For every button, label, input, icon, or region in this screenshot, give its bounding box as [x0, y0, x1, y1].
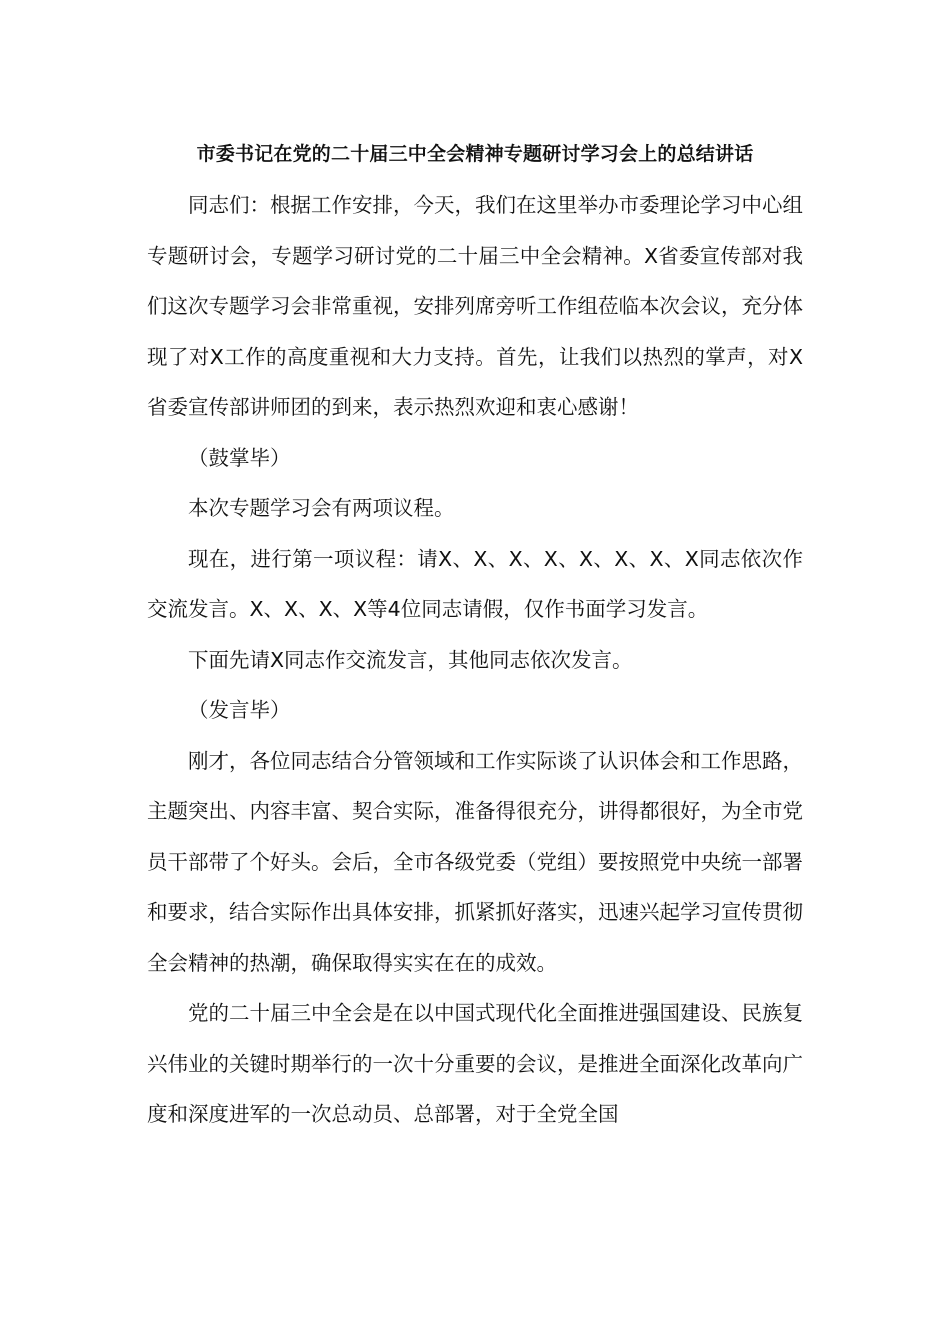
paragraph-plenum: 党的二十届三中全会是在以中国式现代化全面推进强国建设、民族复兴伟业的关键时期举行的一次十分重要的会议，是推进全面深化改革向广度和深度进军的一次总动员、总部署，对于全党全国: [147, 1001, 803, 1126]
paragraph-summary: 刚才，各位同志结合分管领域和工作实际谈了认识体会和工作思路，主题突出、内容丰富、契合实际，准备得很充分，讲得都很好，为全市党员干部带了个好头。会后，全市各级党委（党组）要按照党中央统一部署和要求，结合实际作出具体安排，抓紧抓好落实，迅速兴起学习宣传贯彻全会精神的热潮，确保取得实实在在的成效。: [147, 748, 803, 975]
document-body: [147, 180, 803, 1140]
paragraph-speech-note: （发言毕）: [188, 698, 291, 722]
paragraph-first-speaker: 下面先请X同志作交流发言，其他同志依次发言。: [188, 647, 633, 672]
paragraph-applause-note: （鼓掌毕）: [188, 445, 291, 470]
paragraph-opening: 同志们：根据工作安排，今天，我们在这里举办市委理论学习中心组专题研讨会，专题学习研讨党的二十届三中全会精神。X省委宣传部对我们这次专题学习会非常重视，安排列席旁听工作组莅临本次会议，充分体现了对X工作的高度重视和大力支持。首先，让我们以热烈的掌声，对X省委宣传部讲师团的到来，表示热烈欢迎和衷心感谢！: [147, 193, 803, 419]
document-title: 市委书记在党的二十届三中全会精神专题研讨学习会上的总结讲话: [196, 143, 754, 165]
paragraph-first-item: 现在，进行第一项议程：请X、X、X、X、X、X、X、X同志依次作交流发言。X、X、X、X等4位同志请假，仅作书面学习发言。: [147, 546, 803, 621]
paragraph-agenda: 本次专题学习会有两项议程。: [188, 496, 455, 520]
